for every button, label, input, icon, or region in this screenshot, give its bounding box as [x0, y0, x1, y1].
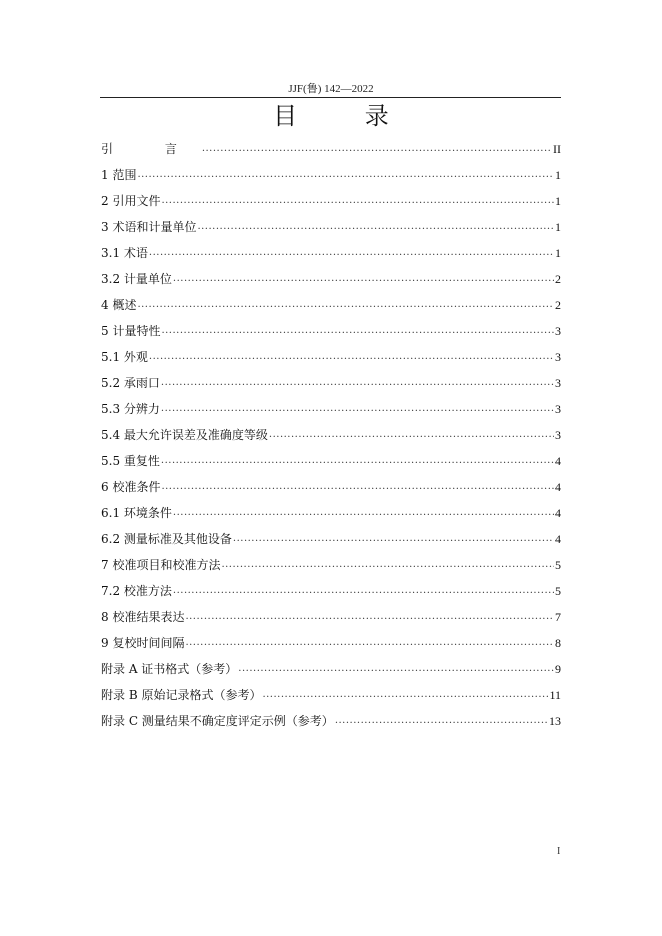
- toc-leader-dots: [161, 479, 554, 495]
- toc-leader-dots: [221, 557, 554, 573]
- toc-entry-appendix-c[interactable]: [101, 708, 561, 734]
- toc-entry-label: 8 校准结果表达: [101, 610, 185, 624]
- running-head: JJF(鲁) 142—2022: [288, 83, 374, 95]
- toc-entry-page: 1: [555, 168, 561, 182]
- toc-entry-label: 6 校准条件: [101, 480, 161, 494]
- toc-leader-dots: [173, 583, 554, 599]
- toc-entry-page: 11: [549, 688, 561, 702]
- toc-entry-label: 附录 C 测量结果不确定度评定示例（参考）: [101, 714, 334, 728]
- toc-entry-label: 7.2 校准方法: [101, 584, 172, 598]
- toc-entry-5-5[interactable]: [101, 448, 561, 474]
- toc-entry-5-2[interactable]: [101, 370, 561, 396]
- toc-entry-intro[interactable]: [101, 136, 561, 162]
- toc-entry-page: 13: [549, 714, 561, 728]
- toc-leader-dots: [149, 245, 554, 261]
- toc-entry-label: 附录 A 证书格式（参考）: [101, 662, 238, 676]
- toc-entry-5[interactable]: [101, 318, 561, 344]
- toc-entry-3[interactable]: [101, 214, 561, 240]
- toc-leader-dots: [137, 167, 554, 183]
- toc-leader-dots: [185, 609, 554, 625]
- toc-entry-label: 附录 B 原始记录格式（参考）: [101, 688, 262, 702]
- toc-leader-dots: [161, 193, 554, 209]
- toc-leader-dots: [173, 505, 554, 521]
- toc-entry-page: 7: [555, 610, 561, 624]
- toc-entry-1[interactable]: [101, 162, 561, 188]
- toc-entry-label: 引 言: [101, 142, 201, 156]
- toc-entry-label: 6.2 测量标准及其他设备: [101, 532, 232, 546]
- toc-leader-dots: [161, 375, 554, 391]
- toc-leader-dots: [197, 219, 554, 235]
- toc-entry-page: II: [553, 142, 561, 156]
- toc-entry-page: 9: [555, 662, 561, 676]
- toc-leader-dots: [335, 713, 548, 729]
- toc-entry-label: 3.1 术语: [101, 246, 148, 260]
- toc-entry-label: 5.2 承雨口: [101, 376, 160, 390]
- toc-entry-page: 4: [555, 480, 561, 494]
- toc-entry-9[interactable]: [101, 630, 561, 656]
- toc-leader-dots: [262, 687, 548, 703]
- toc-entry-7[interactable]: [101, 552, 561, 578]
- toc-entry-page: 4: [555, 454, 561, 468]
- toc-entry-page: 1: [555, 194, 561, 208]
- toc-entry-label: 5.5 重复性: [101, 454, 160, 468]
- toc-leader-dots: [269, 427, 554, 443]
- toc-leader-dots: [238, 661, 554, 677]
- page-number: I: [557, 846, 561, 857]
- toc-entry-7-2[interactable]: [101, 578, 561, 604]
- toc-leader-dots: [149, 349, 554, 365]
- toc-entry-5-3[interactable]: [101, 396, 561, 422]
- toc-entry-label: 4 概述: [101, 298, 137, 312]
- toc-entry-page: 2: [555, 298, 561, 312]
- toc-entry-6[interactable]: [101, 474, 561, 500]
- header-rule: [100, 97, 561, 98]
- toc-entry-label: 3 术语和计量单位: [101, 220, 197, 234]
- toc-entry-label: 7 校准项目和校准方法: [101, 558, 221, 572]
- toc-entry-page: 1: [555, 220, 561, 234]
- toc-entry-5-4[interactable]: [101, 422, 561, 448]
- toc-entry-page: 3: [555, 324, 561, 338]
- toc-entry-label: 9 复校时间间隔: [101, 636, 185, 650]
- toc-entry-page: 5: [555, 558, 561, 572]
- toc-entry-page: 3: [555, 402, 561, 416]
- toc-entry-label: 1 范围: [101, 168, 137, 182]
- toc-entry-page: 2: [555, 272, 561, 286]
- toc-entry-8[interactable]: [101, 604, 561, 630]
- toc-leader-dots: [233, 531, 554, 547]
- toc-entry-label: 5.1 外观: [101, 350, 148, 364]
- toc-title: 目 录: [273, 102, 419, 130]
- toc-entry-2[interactable]: [101, 188, 561, 214]
- toc-entry-appendix-a[interactable]: [101, 656, 561, 682]
- toc-entry-3-1[interactable]: [101, 240, 561, 266]
- toc-entry-label: 3.2 计量单位: [101, 272, 172, 286]
- toc-entry-page: 8: [555, 636, 561, 650]
- toc-leader-dots: [173, 271, 554, 287]
- toc-entry-label: 5.3 分辨力: [101, 402, 160, 416]
- toc-entry-appendix-b[interactable]: [101, 682, 561, 708]
- toc-leader-dots: [161, 323, 554, 339]
- toc-entry-page: 3: [555, 376, 561, 390]
- toc-entry-page: 3: [555, 428, 561, 442]
- toc-leader-dots: [202, 141, 552, 157]
- toc-entry-6-2[interactable]: [101, 526, 561, 552]
- toc-entry-4[interactable]: [101, 292, 561, 318]
- toc-entry-5-1[interactable]: [101, 344, 561, 370]
- toc-entry-page: 4: [555, 506, 561, 520]
- toc-entry-6-1[interactable]: [101, 500, 561, 526]
- toc-entry-page: 5: [555, 584, 561, 598]
- toc-entry-page: 1: [555, 246, 561, 260]
- toc-entry-3-2[interactable]: [101, 266, 561, 292]
- toc-leader-dots: [161, 453, 554, 469]
- toc-leader-dots: [185, 635, 554, 651]
- toc-entry-label: 5 计量特性: [101, 324, 161, 338]
- toc-entry-label: 6.1 环境条件: [101, 506, 172, 520]
- toc-entry-label: 5.4 最大允许误差及准确度等级: [101, 428, 268, 442]
- toc-entry-label: 2 引用文件: [101, 194, 161, 208]
- toc-leader-dots: [137, 297, 554, 313]
- table-of-contents: [101, 136, 561, 734]
- toc-leader-dots: [161, 401, 554, 417]
- toc-entry-page: 3: [555, 350, 561, 364]
- toc-entry-page: 4: [555, 532, 561, 546]
